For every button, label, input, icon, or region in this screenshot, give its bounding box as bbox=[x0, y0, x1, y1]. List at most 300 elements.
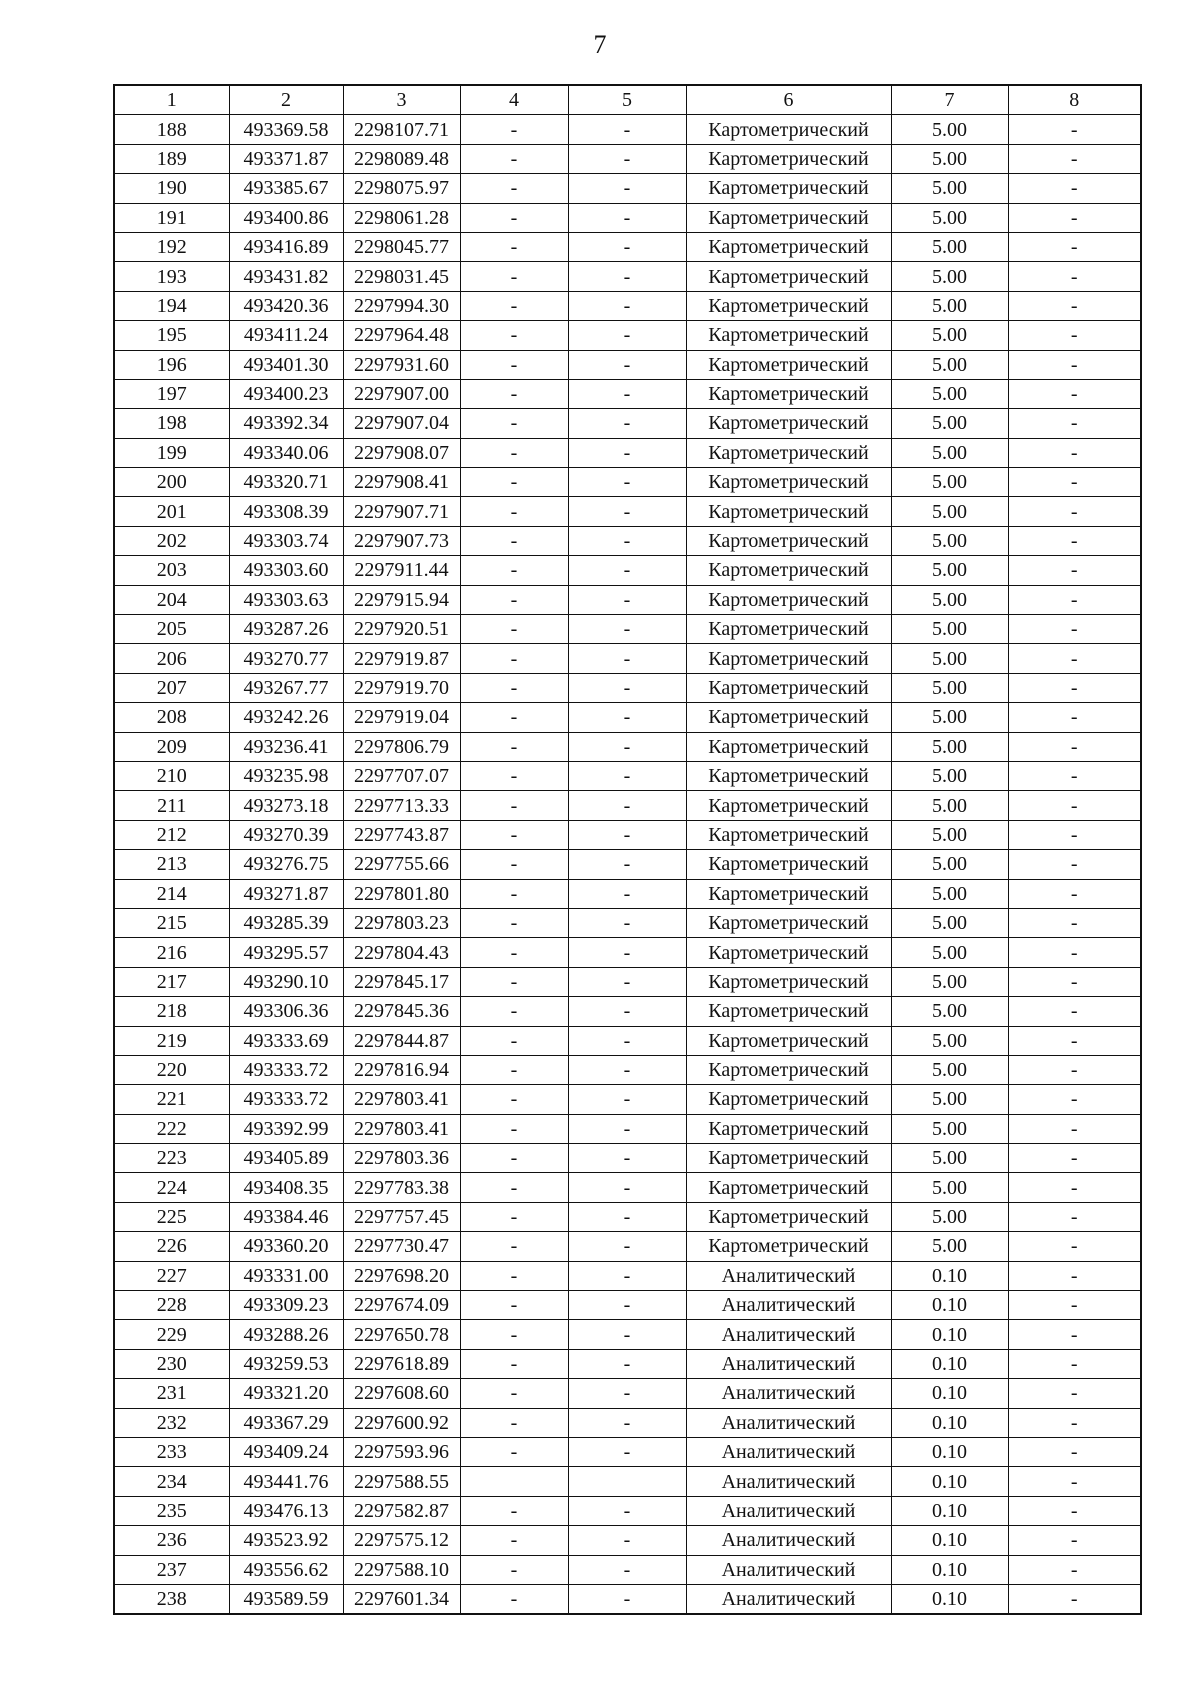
table-cell: 5.00 bbox=[891, 908, 1008, 937]
table-cell: 206 bbox=[114, 644, 229, 673]
table-cell: Картометрический bbox=[686, 850, 891, 879]
table-cell: 493290.10 bbox=[229, 967, 343, 996]
table-cell: 0.10 bbox=[891, 1496, 1008, 1525]
table-row bbox=[114, 497, 1141, 526]
table-cell: 0.10 bbox=[891, 1408, 1008, 1437]
table-cell: 5.00 bbox=[891, 879, 1008, 908]
table-cell: 493285.39 bbox=[229, 908, 343, 937]
table-cell: 2297845.36 bbox=[343, 997, 460, 1026]
table-cell: 493416.89 bbox=[229, 232, 343, 261]
table-cell: - bbox=[568, 291, 686, 320]
table-cell: - bbox=[460, 1202, 568, 1231]
table-cell: 207 bbox=[114, 673, 229, 702]
table-cell: 5.00 bbox=[891, 644, 1008, 673]
table-cell: - bbox=[460, 820, 568, 849]
table-cell: Картометрический bbox=[686, 144, 891, 173]
table-row bbox=[114, 379, 1141, 408]
table-cell: Картометрический bbox=[686, 321, 891, 350]
table-cell: - bbox=[1008, 556, 1141, 585]
table-cell: - bbox=[568, 556, 686, 585]
table-cell: 204 bbox=[114, 585, 229, 614]
table-row bbox=[114, 967, 1141, 996]
table-cell: 0.10 bbox=[891, 1526, 1008, 1555]
table-cell: 2297713.33 bbox=[343, 791, 460, 820]
table-cell: 2297804.43 bbox=[343, 938, 460, 967]
table-cell: 192 bbox=[114, 232, 229, 261]
column-header: 7 bbox=[891, 85, 1008, 115]
table-cell: 203 bbox=[114, 556, 229, 585]
table-cell: 5.00 bbox=[891, 379, 1008, 408]
table-cell: - bbox=[1008, 1055, 1141, 1084]
table-cell: Аналитический bbox=[686, 1526, 891, 1555]
table-cell: 205 bbox=[114, 615, 229, 644]
table-cell: 493340.06 bbox=[229, 438, 343, 467]
table-cell: 230 bbox=[114, 1349, 229, 1378]
table-cell: - bbox=[460, 144, 568, 173]
column-header: 3 bbox=[343, 85, 460, 115]
table-cell: - bbox=[1008, 997, 1141, 1026]
table-cell: - bbox=[460, 732, 568, 761]
table-row bbox=[114, 1114, 1141, 1143]
table-row bbox=[114, 1320, 1141, 1349]
table-cell: - bbox=[1008, 585, 1141, 614]
table-cell: Аналитический bbox=[686, 1261, 891, 1290]
table-cell: Картометрический bbox=[686, 703, 891, 732]
table-row bbox=[114, 1055, 1141, 1084]
table-cell: Картометрический bbox=[686, 615, 891, 644]
table-cell: 2297908.41 bbox=[343, 468, 460, 497]
table-row bbox=[114, 644, 1141, 673]
table-cell: 493308.39 bbox=[229, 497, 343, 526]
table-cell: 200 bbox=[114, 468, 229, 497]
table-cell: 212 bbox=[114, 820, 229, 849]
table-cell: 2297907.04 bbox=[343, 409, 460, 438]
table-row bbox=[114, 1349, 1141, 1378]
table-cell: - bbox=[568, 262, 686, 291]
table-cell: 191 bbox=[114, 203, 229, 232]
table-cell: - bbox=[460, 497, 568, 526]
table-cell: 5.00 bbox=[891, 468, 1008, 497]
table-cell: 5.00 bbox=[891, 1026, 1008, 1055]
table-row bbox=[114, 262, 1141, 291]
table-cell: 224 bbox=[114, 1173, 229, 1202]
table-cell: 208 bbox=[114, 703, 229, 732]
table-cell: 493589.59 bbox=[229, 1584, 343, 1614]
table-cell: Картометрический bbox=[686, 791, 891, 820]
table-cell: - bbox=[1008, 468, 1141, 497]
table-row bbox=[114, 1202, 1141, 1231]
table-cell: 188 bbox=[114, 115, 229, 144]
table-cell: 493333.69 bbox=[229, 1026, 343, 1055]
table-cell: - bbox=[568, 585, 686, 614]
table-cell: - bbox=[568, 1584, 686, 1614]
table-cell: 225 bbox=[114, 1202, 229, 1231]
table-cell: 2298107.71 bbox=[343, 115, 460, 144]
table-cell: - bbox=[460, 761, 568, 790]
table-cell: 2297783.38 bbox=[343, 1173, 460, 1202]
table-cell: 5.00 bbox=[891, 850, 1008, 879]
table-cell: 493295.57 bbox=[229, 938, 343, 967]
table-cell: - bbox=[460, 1349, 568, 1378]
table-cell: 223 bbox=[114, 1144, 229, 1173]
table-cell: - bbox=[568, 526, 686, 555]
table-cell: - bbox=[568, 1261, 686, 1290]
table-cell: 493392.99 bbox=[229, 1114, 343, 1143]
table-cell: Аналитический bbox=[686, 1437, 891, 1466]
table-cell: 493303.60 bbox=[229, 556, 343, 585]
table-cell: 2297845.17 bbox=[343, 967, 460, 996]
table-cell: 2297707.07 bbox=[343, 761, 460, 790]
table-cell: - bbox=[568, 879, 686, 908]
table-cell: 2297755.66 bbox=[343, 850, 460, 879]
table-cell: - bbox=[568, 174, 686, 203]
table-cell: - bbox=[460, 1114, 568, 1143]
table-cell: - bbox=[1008, 1496, 1141, 1525]
table-row bbox=[114, 879, 1141, 908]
table-cell: - bbox=[460, 1261, 568, 1290]
table-cell: 2297618.89 bbox=[343, 1349, 460, 1378]
table-cell: Картометрический bbox=[686, 203, 891, 232]
table-cell: 493270.77 bbox=[229, 644, 343, 673]
table-cell: - bbox=[1008, 1202, 1141, 1231]
table-cell: 493288.26 bbox=[229, 1320, 343, 1349]
table-row bbox=[114, 850, 1141, 879]
table-cell: - bbox=[460, 703, 568, 732]
table-row bbox=[114, 1467, 1141, 1496]
table-cell: - bbox=[568, 321, 686, 350]
table-cell: Аналитический bbox=[686, 1379, 891, 1408]
table-cell: 2297919.04 bbox=[343, 703, 460, 732]
table-body bbox=[114, 115, 1141, 1614]
table-cell: 2298031.45 bbox=[343, 262, 460, 291]
table-cell: - bbox=[460, 321, 568, 350]
table-cell: 5.00 bbox=[891, 409, 1008, 438]
table-row bbox=[114, 1173, 1141, 1202]
table-cell: - bbox=[568, 232, 686, 261]
table-cell: - bbox=[1008, 791, 1141, 820]
table-cell: - bbox=[568, 673, 686, 702]
table-cell: 2298075.97 bbox=[343, 174, 460, 203]
table-cell: 2297600.92 bbox=[343, 1408, 460, 1437]
table-cell: Аналитический bbox=[686, 1584, 891, 1614]
table-cell: - bbox=[460, 174, 568, 203]
table-cell: 493556.62 bbox=[229, 1555, 343, 1584]
table-cell: - bbox=[1008, 1085, 1141, 1114]
table-cell: 493476.13 bbox=[229, 1496, 343, 1525]
column-header: 6 bbox=[686, 85, 891, 115]
table-cell: - bbox=[460, 1379, 568, 1408]
table-cell: 2297582.87 bbox=[343, 1496, 460, 1525]
table-cell: - bbox=[568, 1202, 686, 1231]
table-cell: - bbox=[1008, 1173, 1141, 1202]
table-cell: Картометрический bbox=[686, 938, 891, 967]
table-row bbox=[114, 438, 1141, 467]
table-cell: 2297915.94 bbox=[343, 585, 460, 614]
table-cell: Картометрический bbox=[686, 350, 891, 379]
table-cell: - bbox=[460, 850, 568, 879]
table-cell: - bbox=[568, 967, 686, 996]
table-cell: 5.00 bbox=[891, 997, 1008, 1026]
table-cell: 231 bbox=[114, 1379, 229, 1408]
table-cell: - bbox=[568, 144, 686, 173]
table-cell: - bbox=[1008, 967, 1141, 996]
table-cell: - bbox=[460, 468, 568, 497]
table-cell: Картометрический bbox=[686, 232, 891, 261]
table-cell: 2298061.28 bbox=[343, 203, 460, 232]
table-row bbox=[114, 761, 1141, 790]
table-row bbox=[114, 291, 1141, 320]
table-cell: - bbox=[460, 1437, 568, 1466]
table-cell: 193 bbox=[114, 262, 229, 291]
page-number: 7 bbox=[593, 30, 607, 59]
table-cell: 493401.30 bbox=[229, 350, 343, 379]
table-cell: - bbox=[460, 556, 568, 585]
table-cell: - bbox=[1008, 732, 1141, 761]
table-cell: 232 bbox=[114, 1408, 229, 1437]
table-cell: - bbox=[1008, 1232, 1141, 1261]
table-cell: 2297806.79 bbox=[343, 732, 460, 761]
table-cell: 238 bbox=[114, 1584, 229, 1614]
table-cell: 2297931.60 bbox=[343, 350, 460, 379]
table-cell: 2297743.87 bbox=[343, 820, 460, 849]
table-cell: Аналитический bbox=[686, 1555, 891, 1584]
table-cell: - bbox=[460, 879, 568, 908]
table-cell: - bbox=[1008, 1379, 1141, 1408]
table-cell: 5.00 bbox=[891, 144, 1008, 173]
table-cell: - bbox=[1008, 615, 1141, 644]
table-cell: 2297730.47 bbox=[343, 1232, 460, 1261]
table-cell: - bbox=[460, 409, 568, 438]
table-row bbox=[114, 1232, 1141, 1261]
table-row bbox=[114, 1291, 1141, 1320]
table-cell: 493273.18 bbox=[229, 791, 343, 820]
table-cell: 2297919.87 bbox=[343, 644, 460, 673]
table-cell: - bbox=[460, 908, 568, 937]
table-cell: 196 bbox=[114, 350, 229, 379]
table-cell: 2297588.10 bbox=[343, 1555, 460, 1584]
table-cell: 5.00 bbox=[891, 438, 1008, 467]
table-cell: 2297801.80 bbox=[343, 879, 460, 908]
table-cell: - bbox=[568, 791, 686, 820]
table-cell: 493320.71 bbox=[229, 468, 343, 497]
table-cell: 2297964.48 bbox=[343, 321, 460, 350]
table-cell: 0.10 bbox=[891, 1320, 1008, 1349]
table-cell: 5.00 bbox=[891, 556, 1008, 585]
table-cell: - bbox=[1008, 379, 1141, 408]
table-cell: - bbox=[1008, 703, 1141, 732]
table-cell: 2297608.60 bbox=[343, 1379, 460, 1408]
table-cell: Картометрический bbox=[686, 644, 891, 673]
table-cell: 493287.26 bbox=[229, 615, 343, 644]
table-cell: - bbox=[460, 203, 568, 232]
table-cell: - bbox=[568, 732, 686, 761]
table-cell: Аналитический bbox=[686, 1496, 891, 1525]
table-cell: - bbox=[568, 350, 686, 379]
table-cell: 493242.26 bbox=[229, 703, 343, 732]
table-cell: Картометрический bbox=[686, 1232, 891, 1261]
table-cell: Картометрический bbox=[686, 1202, 891, 1231]
table-cell: - bbox=[1008, 1114, 1141, 1143]
table-cell: 236 bbox=[114, 1526, 229, 1555]
table-cell: - bbox=[460, 997, 568, 1026]
table-cell: - bbox=[460, 1232, 568, 1261]
table-cell: - bbox=[1008, 115, 1141, 144]
table-cell: Картометрический bbox=[686, 379, 891, 408]
table-cell: Картометрический bbox=[686, 1085, 891, 1114]
table-cell: - bbox=[1008, 1408, 1141, 1437]
table-cell: 0.10 bbox=[891, 1379, 1008, 1408]
table-cell: - bbox=[568, 1555, 686, 1584]
table-row bbox=[114, 1261, 1141, 1290]
table-cell: 5.00 bbox=[891, 820, 1008, 849]
table-cell: - bbox=[460, 1026, 568, 1055]
table-row bbox=[114, 232, 1141, 261]
table-cell: 2297588.55 bbox=[343, 1467, 460, 1496]
table-cell: 5.00 bbox=[891, 673, 1008, 702]
table-cell: - bbox=[568, 203, 686, 232]
table-row bbox=[114, 703, 1141, 732]
table-cell: - bbox=[568, 1526, 686, 1555]
table-cell: 226 bbox=[114, 1232, 229, 1261]
table-cell: Картометрический bbox=[686, 468, 891, 497]
table-cell: - bbox=[568, 409, 686, 438]
table-cell: - bbox=[568, 997, 686, 1026]
table-cell: 2297908.07 bbox=[343, 438, 460, 467]
table-cell: Картометрический bbox=[686, 1055, 891, 1084]
table-cell: 2297650.78 bbox=[343, 1320, 460, 1349]
table-cell: Картометрический bbox=[686, 1114, 891, 1143]
table-row bbox=[114, 1526, 1141, 1555]
table-cell: - bbox=[1008, 761, 1141, 790]
table-cell: Картометрический bbox=[686, 761, 891, 790]
table-cell: - bbox=[1008, 438, 1141, 467]
table-cell: 213 bbox=[114, 850, 229, 879]
table-cell: 234 bbox=[114, 1467, 229, 1496]
table-cell: 493333.72 bbox=[229, 1085, 343, 1114]
table-cell: Картометрический bbox=[686, 262, 891, 291]
table-cell: 227 bbox=[114, 1261, 229, 1290]
table-cell: 222 bbox=[114, 1114, 229, 1143]
table-cell: - bbox=[568, 1349, 686, 1378]
table-cell: - bbox=[568, 1408, 686, 1437]
table-cell: - bbox=[1008, 526, 1141, 555]
table-cell: - bbox=[568, 1114, 686, 1143]
table-cell: - bbox=[568, 850, 686, 879]
table-cell: 195 bbox=[114, 321, 229, 350]
table-cell: 215 bbox=[114, 908, 229, 937]
table-cell: 218 bbox=[114, 997, 229, 1026]
table-cell: 493235.98 bbox=[229, 761, 343, 790]
table-cell: - bbox=[1008, 938, 1141, 967]
table-cell: 5.00 bbox=[891, 1202, 1008, 1231]
table-cell: - bbox=[1008, 673, 1141, 702]
table-cell: Аналитический bbox=[686, 1408, 891, 1437]
table-row bbox=[114, 468, 1141, 497]
table-cell: 5.00 bbox=[891, 174, 1008, 203]
coordinates-table bbox=[113, 84, 1142, 1615]
table-cell: 2297907.00 bbox=[343, 379, 460, 408]
table-cell: 228 bbox=[114, 1291, 229, 1320]
table-cell: 493271.87 bbox=[229, 879, 343, 908]
table-cell: 493405.89 bbox=[229, 1144, 343, 1173]
table-cell: - bbox=[460, 938, 568, 967]
table-cell: 229 bbox=[114, 1320, 229, 1349]
table-cell: 0.10 bbox=[891, 1349, 1008, 1378]
table-cell: - bbox=[1008, 1291, 1141, 1320]
table-cell: 0.10 bbox=[891, 1437, 1008, 1466]
table-cell: - bbox=[460, 585, 568, 614]
table-cell: 190 bbox=[114, 174, 229, 203]
table-cell: 493367.29 bbox=[229, 1408, 343, 1437]
table-cell: 2297575.12 bbox=[343, 1526, 460, 1555]
table-cell: - bbox=[568, 761, 686, 790]
table-cell: - bbox=[568, 820, 686, 849]
table-cell: 198 bbox=[114, 409, 229, 438]
table-cell: 5.00 bbox=[891, 1055, 1008, 1084]
table-cell: - bbox=[460, 967, 568, 996]
table-row bbox=[114, 115, 1141, 144]
table-row bbox=[114, 1144, 1141, 1173]
table-cell: 493267.77 bbox=[229, 673, 343, 702]
table-cell: 2297919.70 bbox=[343, 673, 460, 702]
table-cell: - bbox=[568, 1232, 686, 1261]
table-cell: 0.10 bbox=[891, 1555, 1008, 1584]
table-cell: 194 bbox=[114, 291, 229, 320]
table-row bbox=[114, 615, 1141, 644]
table-cell: - bbox=[568, 1496, 686, 1525]
table-cell: 2297803.36 bbox=[343, 1144, 460, 1173]
table-cell: - bbox=[1008, 644, 1141, 673]
table-cell: 5.00 bbox=[891, 585, 1008, 614]
table-cell: - bbox=[568, 644, 686, 673]
table-row bbox=[114, 556, 1141, 585]
table-cell: 0.10 bbox=[891, 1467, 1008, 1496]
table-cell: - bbox=[568, 908, 686, 937]
table-cell bbox=[460, 1467, 568, 1496]
table-cell: - bbox=[568, 379, 686, 408]
table-row bbox=[114, 350, 1141, 379]
table-cell: 217 bbox=[114, 967, 229, 996]
table-cell: - bbox=[568, 1291, 686, 1320]
table-cell: 493360.20 bbox=[229, 1232, 343, 1261]
table-cell: 493331.00 bbox=[229, 1261, 343, 1290]
table-cell: - bbox=[460, 438, 568, 467]
table-cell: 493441.76 bbox=[229, 1467, 343, 1496]
table-cell: - bbox=[568, 703, 686, 732]
table-cell: Картометрический bbox=[686, 174, 891, 203]
table-cell: Картометрический bbox=[686, 997, 891, 1026]
table-row bbox=[114, 1408, 1141, 1437]
table-cell: - bbox=[1008, 1026, 1141, 1055]
table-cell: 219 bbox=[114, 1026, 229, 1055]
table-cell: 5.00 bbox=[891, 791, 1008, 820]
table-cell: 5.00 bbox=[891, 761, 1008, 790]
table-cell: - bbox=[460, 379, 568, 408]
table-cell: 202 bbox=[114, 526, 229, 555]
table-cell: 5.00 bbox=[891, 703, 1008, 732]
table-cell: 2297907.73 bbox=[343, 526, 460, 555]
table-cell: 237 bbox=[114, 1555, 229, 1584]
table-cell: - bbox=[1008, 203, 1141, 232]
table-cell: - bbox=[568, 115, 686, 144]
table-cell: 2297593.96 bbox=[343, 1437, 460, 1466]
table-cell: 5.00 bbox=[891, 232, 1008, 261]
table-cell: - bbox=[568, 468, 686, 497]
table-cell: Картометрический bbox=[686, 1173, 891, 1202]
table-cell: 216 bbox=[114, 938, 229, 967]
table-cell: - bbox=[1008, 1526, 1141, 1555]
table-cell: - bbox=[460, 1144, 568, 1173]
